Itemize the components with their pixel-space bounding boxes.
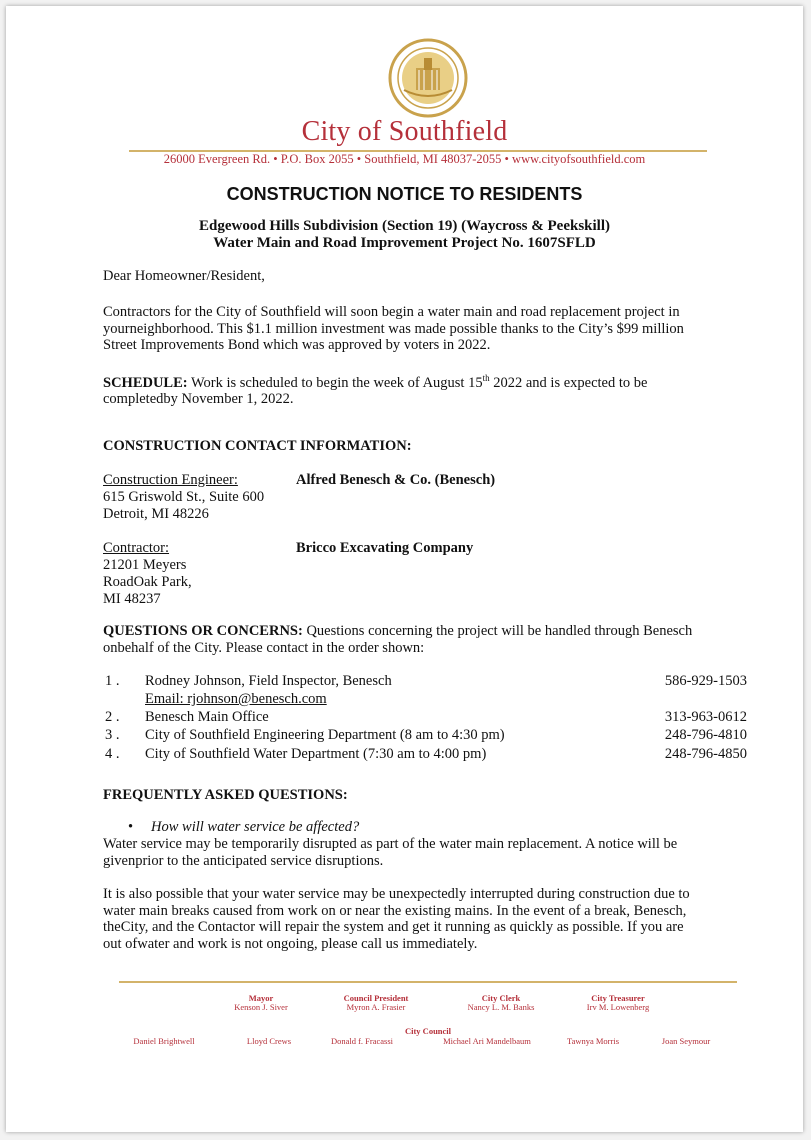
contact-phone: 586-929-1503 xyxy=(664,673,747,689)
list-number: 3 . xyxy=(105,727,120,743)
faq-answer-2: It is also possible that your water service may be unexpectedly interrupted during construction due to water main breaks caused from work on or near the existing mains. In the event of a break, Benesch, theCity, and the Contactor will repair the system and get it running as quickly as possible. If you are out ofwater and work is not ongoing, please call us immediately. xyxy=(103,886,690,952)
project-number: Water Main and Road Improvement Project No. 1607SFLD xyxy=(213,235,596,251)
list-number: 4 . xyxy=(105,746,120,762)
footer-rule xyxy=(119,981,737,983)
council-member: Michael Ari Mandelbaum xyxy=(443,1036,531,1046)
contractor-city: RoadOak Park, xyxy=(103,574,192,590)
contact-phone: 248-796-4850 xyxy=(664,746,747,762)
contractor-state: MI 48237 xyxy=(103,591,161,607)
list-number: 2 . xyxy=(105,709,120,725)
faq-answer-1: Water service may be temporarily disrupted as part of the water main replacement. A notice will be givenprior to the anticipated service disruptions. xyxy=(103,836,678,869)
city-address: 26000 Evergreen Rd. • P.O. Box 2055 • Southfield, MI 48037-2055 • www.cityofsouthfield.com xyxy=(163,152,646,166)
contact-email-link[interactable]: Email: rjohnson@benesch.com xyxy=(145,691,327,707)
faq-heading: FREQUENTLY ASKED QUESTIONS: xyxy=(103,787,348,803)
schedule-label: SCHEDULE: xyxy=(103,374,188,391)
contact-name: City of Southfield Water Department (7:30 am to 4:00 pm) xyxy=(145,746,487,762)
city-council-label: City Council xyxy=(404,1026,452,1036)
contractor-label: Contractor: xyxy=(103,540,170,556)
schedule-paragraph: SCHEDULE: Work is scheduled to begin the week of August 15th 2022 and is expected to be completedby November 1, 2022. xyxy=(103,373,648,408)
city-seal-icon xyxy=(388,38,468,118)
council-member: Tawnya Morris xyxy=(566,1036,620,1046)
council-member: Joan Seymour xyxy=(661,1036,711,1046)
questions-paragraph: QUESTIONS OR CONCERNS: Questions concerning the project will be handled through Benesch onbehalf of the City. Please contact in the order shown: xyxy=(103,623,693,656)
list-number: 1 . xyxy=(105,673,120,689)
greeting: Dear Homeowner/Resident, xyxy=(103,268,265,284)
contractor-address: 21201 Meyers xyxy=(103,557,187,573)
contractor-name: Bricco Excavating Company xyxy=(296,540,474,556)
contact-phone: 248-796-4810 xyxy=(664,727,747,743)
engineer-name: Alfred Benesch & Co. (Benesch) xyxy=(296,472,496,488)
official-city-treasurer: City Treasurer Irv M. Lowenberg xyxy=(586,993,650,1012)
engineer-label: Construction Engineer: xyxy=(103,472,238,488)
notice-title: CONSTRUCTION NOTICE TO RESIDENTS xyxy=(226,184,583,204)
council-member: Donald f. Fracassi xyxy=(330,1036,394,1046)
contact-name: Benesch Main Office xyxy=(145,709,269,725)
official-mayor: Mayor Kenson J. Siver xyxy=(234,993,288,1012)
official-council-president: Council President Myron A. Frasier xyxy=(343,993,409,1012)
contacts-heading: CONSTRUCTION CONTACT INFORMATION: xyxy=(103,438,412,454)
faq-question: How will water service be affected? xyxy=(151,819,360,835)
intro-paragraph: Contractors for the City of Southfield will soon begin a water main and road replacement project in yourneighborhood. This $1.1 million investment was made possible thanks to the City’s $99 million Street Improvements Bond which was approved by voters in 2022. xyxy=(103,304,684,353)
engineer-city: Detroit, MI 48226 xyxy=(103,506,209,522)
official-city-clerk: City Clerk Nancy L. M. Banks xyxy=(467,993,535,1012)
engineer-address: 615 Griswold St., Suite 600 xyxy=(103,489,265,505)
council-member: Daniel Brightwell xyxy=(133,1036,195,1046)
document-page xyxy=(6,6,803,1132)
council-member: Lloyd Crews xyxy=(246,1036,292,1046)
project-subtitle: Edgewood Hills Subdivision (Section 19) (Waycross & Peekskill) xyxy=(198,218,611,234)
city-name: City of Southfield xyxy=(301,116,508,147)
contact-name: Rodney Johnson, Field Inspector, Benesch xyxy=(145,673,392,689)
contact-phone: 313-963-0612 xyxy=(664,709,747,725)
bullet-icon: • xyxy=(128,819,134,835)
contact-name: City of Southfield Engineering Department (8 am to 4:30 pm) xyxy=(145,727,505,743)
